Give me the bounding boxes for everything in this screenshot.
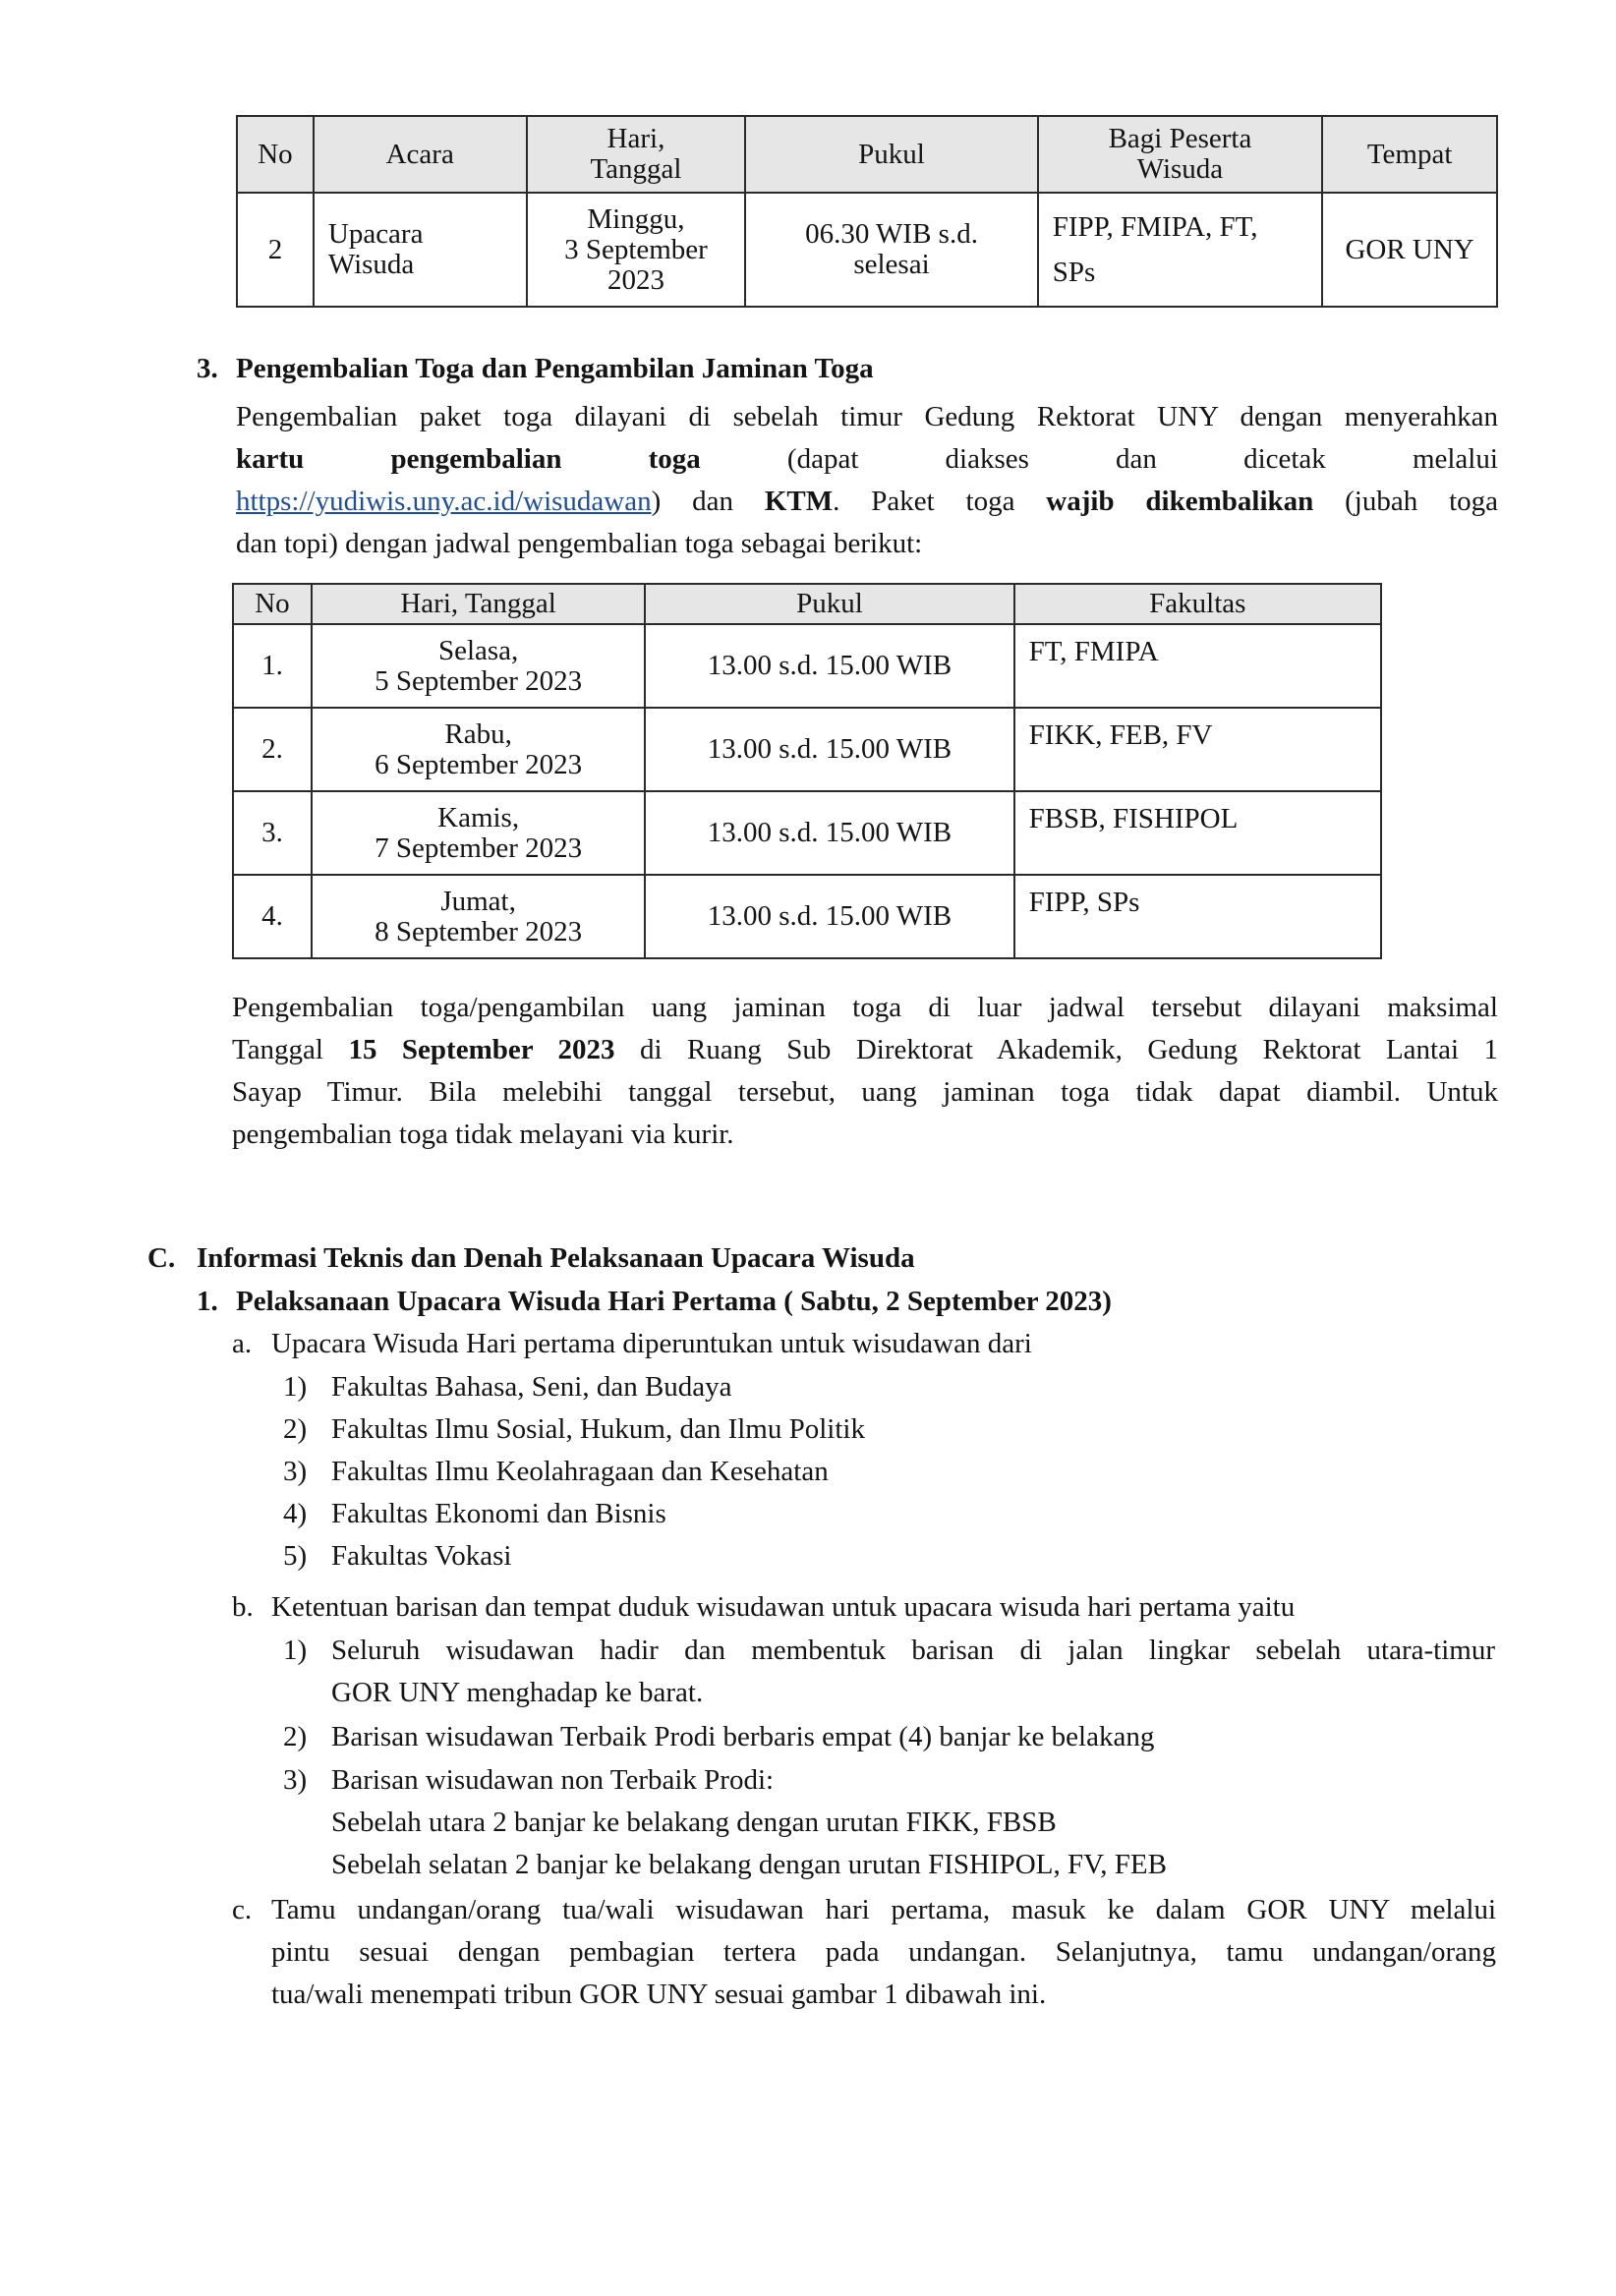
header-no: No [237,116,314,193]
word-kartu: kartu [236,443,305,475]
wisudawan-link[interactable]: https://yudiwis.uny.ac.id/wisudawan [236,486,652,517]
cell-tempat: GOR UNY [1322,193,1497,307]
item-b1-text [331,1630,1495,1714]
item-b2-text: Barisan wisudawan Terbaik Prodi berbaris empat (4) banjar ke belakang [331,1721,1155,1752]
header-acara: Acara [314,116,527,193]
word-dicetak: dicetak [1243,443,1326,475]
item-c-text [271,1889,1496,2016]
cell-day: Selasa, [437,634,519,666]
text-paket-toga: . Paket toga [833,486,1047,517]
header-hari-line2: Tanggal [590,153,682,185]
list-item-number: 5) [283,1540,308,1572]
list-item-text: Fakultas Ilmu Keolahragaan dan Kesehatan [331,1456,829,1487]
note-line-4: pengembalian toga tidak melayani via kurir. [232,1119,734,1150]
item-b-text: Ketentuan barisan dan tempat duduk wisudawan untuk upacara wisuda hari pertama yaitu [271,1591,1296,1623]
list-item [283,1451,1168,1493]
item-b1-line1: Seluruh wisudawan hadir dan membentuk barisan di jalan lingkar sebelah utara-timur [331,1635,1495,1666]
cell-acara-line1: Upacara [327,218,424,250]
cell-hari-line3: 2023 [606,263,664,296]
cell-day: Kamis, [437,801,520,833]
header-hari-tanggal [527,116,746,193]
header-pukul: Pukul [645,584,1013,624]
faculty-list [283,1366,1168,1578]
cell-pukul-line2: selesai [853,249,930,280]
word-dapat: (dapat [786,443,859,475]
cell-fakultas: FBSB, FISHIPOL [1014,791,1381,875]
item-b3-line1: Barisan wisudawan non Terbaik Prodi: [331,1764,775,1796]
list-item-number: 4) [283,1498,308,1529]
cell-bagi-peserta [1038,193,1323,307]
list-item-text: Fakultas Bahasa, Seni, dan Budaya [331,1371,732,1403]
cell-hari-tanggal [527,193,746,307]
list-item-number: 1) [283,1371,308,1403]
table-row [233,791,1381,875]
toga-return-table [232,583,1382,959]
table-row [237,193,1497,307]
cell-no: 3. [233,791,312,875]
item-b1-number: 1) [283,1635,308,1666]
cell-date: 8 September 2023 [375,915,583,947]
word-toga: toga [648,443,701,475]
cell-hari-tanggal [312,624,645,708]
header-fakultas: Fakultas [1014,584,1381,624]
cell-acara-line2: Wisuda [327,249,415,280]
cell-hari-tanggal [312,875,645,958]
item-b3-text [331,1759,1167,1886]
cell-no: 4. [233,875,312,958]
table-header-row [233,584,1381,624]
list-item [283,1366,1168,1408]
item-a-marker: a. [232,1328,253,1359]
list-item-text: Fakultas Ilmu Sosial, Hukum, dan Ilmu Politik [331,1413,865,1445]
para-line-3 [236,481,1498,523]
item-a-text: Upacara Wisuda Hari pertama diperuntukan untuk wisudawan dari [271,1328,1032,1359]
cell-date: 5 September 2023 [375,664,583,697]
list-item-text: Fakultas Ekonomi dan Bisnis [331,1498,666,1529]
item-b1-line2: GOR UNY menghadap ke barat. [331,1677,704,1708]
section-3-number: 3. [197,353,218,384]
text-ktm: KTM [764,486,834,517]
return-note-paragraph [232,987,1498,1156]
list-item-text: Fakultas Vokasi [331,1540,512,1572]
cell-fakultas: FIKK, FEB, FV [1014,708,1381,791]
header-no: No [233,584,312,624]
section-3-paragraph [236,396,1498,565]
table-row [233,875,1381,958]
list-item [283,1408,1168,1451]
header-bagi-line2: Wisuda [1136,153,1224,185]
header-bagi-peserta [1038,116,1323,193]
cell-bagi-line2: SPs [1052,257,1096,288]
para-line-1: Pengembalian paket toga dilayani di sebelah timur Gedung Rektorat UNY dengan menyerahkan [236,401,1498,432]
list-item-number: 3) [283,1456,308,1487]
section-c-letter: C. [147,1242,176,1274]
header-tempat: Tempat [1322,116,1497,193]
cell-fakultas: FT, FMIPA [1014,624,1381,708]
cell-hari-line1: Minggu, [587,202,685,235]
header-hari-line1: Hari, [606,123,665,154]
list-item-number: 2) [283,1413,308,1445]
word-melalui: melalui [1412,443,1498,475]
table-header-row [237,116,1497,193]
item-b3-line2: Sebelah utara 2 banjar ke belakang dengan urutan FIKK, FBSB [331,1807,1057,1838]
note-location: di Ruang Sub Direktorat Akademik, Gedung Rektorat Lantai 1 [614,1034,1498,1065]
cell-day: Jumat, [440,885,516,917]
item-c-line3: tua/wali menempati tribun GOR UNY sesuai gambar 1 dibawah ini. [271,1979,1047,2010]
cell-pukul [745,193,1037,307]
cell-bagi-line1: FIPP, FMIPA, FT, [1052,211,1258,243]
text-wajib-dikembalikan: wajib dikembalikan [1046,486,1314,517]
cell-pukul: 13.00 s.d. 15.00 WIB [645,875,1013,958]
item-b-marker: b. [232,1591,254,1623]
item-c-marker: c. [232,1894,253,1925]
cell-pukul-line1: 06.30 WIB s.d. [805,218,978,250]
cell-fakultas: FIPP, SPs [1014,875,1381,958]
cell-no: 2. [233,708,312,791]
cell-hari-tanggal [312,708,645,791]
header-bagi-line1: Bagi Peserta [1108,123,1252,154]
cell-hari-line2: 3 September [564,233,708,265]
item-b3-line3: Sebelah selatan 2 banjar ke belakang dengan urutan FISHIPOL, FV, FEB [331,1849,1167,1880]
table-row [233,624,1381,708]
cell-date: 6 September 2023 [375,748,583,780]
item-c-line1: Tamu undangan/orang tua/wali wisudawan hari pertama, masuk ke dalam GOR UNY melalui [271,1894,1496,1925]
subsection-1-title: Pelaksanaan Upacara Wisuda Hari Pertama ( Sabtu, 2 September 2023) [236,1286,1112,1317]
note-deadline-date: 15 September 2023 [348,1034,615,1065]
text-dan: ) dan [651,486,765,517]
word-dan: dan [1116,443,1157,475]
para-line-2 [236,438,1498,481]
header-pukul: Pukul [745,116,1037,193]
list-item [283,1493,1168,1535]
note-line-1: Pengembalian toga/pengambilan uang jaminan toga di luar jadwal tersebut dilayani maksimal [232,992,1498,1023]
cell-no: 1. [233,624,312,708]
cell-acara [314,193,527,307]
note-line-3: Sayap Timur. Bila melebihi tanggal tersebut, uang jaminan toga tidak dapat diambil. Untuk [232,1076,1498,1108]
cell-pukul: 13.00 s.d. 15.00 WIB [645,624,1013,708]
item-b2-number: 2) [283,1721,308,1752]
word-diakses: diakses [945,443,1029,475]
item-c-line2: pintu sesuai dengan pembagian tertera pada undangan. Selanjutnya, tamu undangan/orang [271,1936,1496,1968]
cell-pukul: 13.00 s.d. 15.00 WIB [645,791,1013,875]
cell-pukul: 13.00 s.d. 15.00 WIB [645,708,1013,791]
cell-day: Rabu, [444,718,512,750]
text-jubah-toga: (jubah toga [1313,486,1498,517]
cell-hari-tanggal [312,791,645,875]
cell-no: 2 [237,193,314,307]
word-pengembalian: pengembalian [390,443,562,475]
table-row [233,708,1381,791]
ceremony-schedule-table [236,115,1498,308]
para-line-4: dan topi) dengan jadwal pengembalian toga sebagai berikut: [236,528,923,559]
note-tanggal: Tanggal [232,1034,349,1065]
list-item [283,1535,1168,1578]
item-b3-number: 3) [283,1764,308,1796]
cell-date: 7 September 2023 [375,832,583,864]
section-c-title: Informasi Teknis dan Denah Pelaksanaan Upacara Wisuda [197,1242,915,1274]
section-3-title: Pengembalian Toga dan Pengambilan Jaminan Toga [236,353,874,384]
note-line-2 [232,1029,1498,1071]
header-hari-tanggal: Hari, Tanggal [312,584,645,624]
subsection-1-number: 1. [197,1286,218,1317]
